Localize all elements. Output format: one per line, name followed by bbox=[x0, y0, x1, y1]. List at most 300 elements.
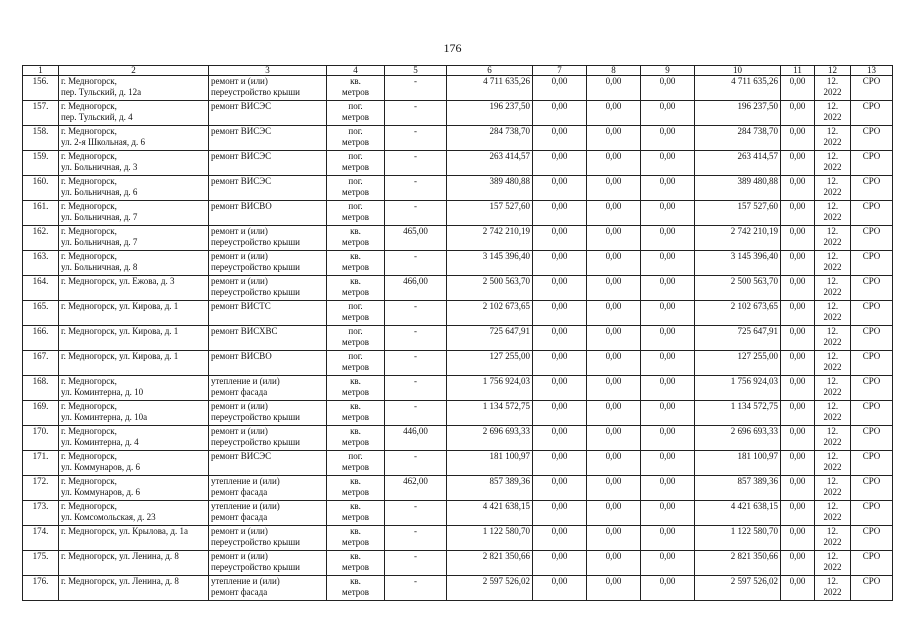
deadline-cell: 12. 2022 bbox=[815, 501, 851, 526]
column-header-11: 11 bbox=[781, 66, 815, 76]
work-type-cell: ремонт и (или) переустройство крыши bbox=[209, 251, 327, 276]
total-cost-cell: 4 711 635,26 bbox=[447, 76, 533, 101]
deadline-cell: 12. 2022 bbox=[815, 101, 851, 126]
cost-col10-cell: 725 647,91 bbox=[695, 326, 781, 351]
cost-col11-cell: 0,00 bbox=[781, 151, 815, 176]
total-cost-cell: 2 821 350,66 bbox=[447, 551, 533, 576]
row-number: 172. bbox=[23, 476, 59, 501]
work-type-cell: ремонт ВИСЭС bbox=[209, 176, 327, 201]
volume-cell: - bbox=[385, 101, 447, 126]
cost-col7-cell: 0,00 bbox=[533, 351, 587, 376]
address-cell: г. Медногорск, ул. Кирова, д. 1 bbox=[59, 301, 209, 326]
deadline-cell: 12. 2022 bbox=[815, 376, 851, 401]
unit-cell: кв. метров bbox=[327, 551, 385, 576]
cost-col11-cell: 0,00 bbox=[781, 101, 815, 126]
total-cost-cell: 157 527,60 bbox=[447, 201, 533, 226]
deadline-cell: 12. 2022 bbox=[815, 576, 851, 601]
total-cost-cell: 196 237,50 bbox=[447, 101, 533, 126]
unit-cell: кв. метров bbox=[327, 76, 385, 101]
method-cell: СРО bbox=[851, 101, 893, 126]
work-type-cell: ремонт и (или) переустройство крыши bbox=[209, 551, 327, 576]
cost-col10-cell: 181 100,97 bbox=[695, 451, 781, 476]
deadline-cell: 12. 2022 bbox=[815, 551, 851, 576]
total-cost-cell: 2 500 563,70 bbox=[447, 276, 533, 301]
volume-cell: - bbox=[385, 151, 447, 176]
cost-col9-cell: 0,00 bbox=[641, 76, 695, 101]
unit-cell: кв. метров bbox=[327, 226, 385, 251]
cost-col9-cell: 0,00 bbox=[641, 551, 695, 576]
address-cell: г. Медногорск, пер. Тульский, д. 4 bbox=[59, 101, 209, 126]
cost-col9-cell: 0,00 bbox=[641, 251, 695, 276]
table-row bbox=[23, 376, 893, 401]
deadline-cell: 12. 2022 bbox=[815, 451, 851, 476]
deadline-cell: 12. 2022 bbox=[815, 201, 851, 226]
cost-col7-cell: 0,00 bbox=[533, 426, 587, 451]
volume-cell: - bbox=[385, 301, 447, 326]
cost-col9-cell: 0,00 bbox=[641, 151, 695, 176]
cost-col10-cell: 2 102 673,65 bbox=[695, 301, 781, 326]
method-cell: СРО bbox=[851, 276, 893, 301]
address-cell: г. Медногорск, пер. Тульский, д. 12а bbox=[59, 76, 209, 101]
table-row bbox=[23, 151, 893, 176]
address-cell: г. Медногорск, ул. Ленина, д. 8 bbox=[59, 576, 209, 601]
cost-col8-cell: 0,00 bbox=[587, 501, 641, 526]
table-row bbox=[23, 301, 893, 326]
method-cell: СРО bbox=[851, 76, 893, 101]
unit-cell: кв. метров bbox=[327, 476, 385, 501]
work-type-cell: ремонт ВИСХВС bbox=[209, 326, 327, 351]
method-cell: СРО bbox=[851, 251, 893, 276]
cost-col11-cell: 0,00 bbox=[781, 576, 815, 601]
total-cost-cell: 389 480,88 bbox=[447, 176, 533, 201]
column-header-2: 2 bbox=[59, 66, 209, 76]
method-cell: СРО bbox=[851, 451, 893, 476]
total-cost-cell: 857 389,36 bbox=[447, 476, 533, 501]
total-cost-cell: 263 414,57 bbox=[447, 151, 533, 176]
deadline-cell: 12. 2022 bbox=[815, 276, 851, 301]
volume-cell: - bbox=[385, 176, 447, 201]
unit-cell: кв. метров bbox=[327, 526, 385, 551]
cost-col7-cell: 0,00 bbox=[533, 101, 587, 126]
cost-col11-cell: 0,00 bbox=[781, 301, 815, 326]
cost-col10-cell: 284 738,70 bbox=[695, 126, 781, 151]
cost-col7-cell: 0,00 bbox=[533, 301, 587, 326]
method-cell: СРО bbox=[851, 551, 893, 576]
cost-col9-cell: 0,00 bbox=[641, 176, 695, 201]
work-type-cell: ремонт ВИСЭС bbox=[209, 101, 327, 126]
cost-col9-cell: 0,00 bbox=[641, 276, 695, 301]
total-cost-cell: 2 696 693,33 bbox=[447, 426, 533, 451]
address-cell: г. Медногорск, ул. Кирова, д. 1 bbox=[59, 326, 209, 351]
cost-col8-cell: 0,00 bbox=[587, 426, 641, 451]
volume-cell: - bbox=[385, 401, 447, 426]
cost-col8-cell: 0,00 bbox=[587, 576, 641, 601]
unit-cell: пог. метров bbox=[327, 326, 385, 351]
method-cell: СРО bbox=[851, 576, 893, 601]
deadline-cell: 12. 2022 bbox=[815, 226, 851, 251]
cost-col9-cell: 0,00 bbox=[641, 376, 695, 401]
cost-col9-cell: 0,00 bbox=[641, 451, 695, 476]
work-type-cell: ремонт и (или) переустройство крыши bbox=[209, 76, 327, 101]
cost-col11-cell: 0,00 bbox=[781, 501, 815, 526]
cost-col9-cell: 0,00 bbox=[641, 501, 695, 526]
cost-col10-cell: 389 480,88 bbox=[695, 176, 781, 201]
total-cost-cell: 2 742 210,19 bbox=[447, 226, 533, 251]
volume-cell: - bbox=[385, 201, 447, 226]
cost-col9-cell: 0,00 bbox=[641, 226, 695, 251]
cost-col7-cell: 0,00 bbox=[533, 201, 587, 226]
cost-col10-cell: 127 255,00 bbox=[695, 351, 781, 376]
cost-col10-cell: 1 134 572,75 bbox=[695, 401, 781, 426]
work-type-cell: ремонт и (или) переустройство крыши bbox=[209, 226, 327, 251]
cost-col10-cell: 1 122 580,70 bbox=[695, 526, 781, 551]
table-row bbox=[23, 426, 893, 451]
cost-col10-cell: 263 414,57 bbox=[695, 151, 781, 176]
deadline-cell: 12. 2022 bbox=[815, 351, 851, 376]
total-cost-cell: 1 134 572,75 bbox=[447, 401, 533, 426]
volume-cell: - bbox=[385, 351, 447, 376]
unit-cell: кв. метров bbox=[327, 251, 385, 276]
deadline-cell: 12. 2022 bbox=[815, 426, 851, 451]
volume-cell: - bbox=[385, 526, 447, 551]
column-header-3: 3 bbox=[209, 66, 327, 76]
unit-cell: кв. метров bbox=[327, 401, 385, 426]
column-header-6: 6 bbox=[447, 66, 533, 76]
volume-cell: 462,00 bbox=[385, 476, 447, 501]
table-row bbox=[23, 526, 893, 551]
cost-col7-cell: 0,00 bbox=[533, 276, 587, 301]
row-number: 157. bbox=[23, 101, 59, 126]
table-row bbox=[23, 201, 893, 226]
deadline-cell: 12. 2022 bbox=[815, 251, 851, 276]
row-number: 165. bbox=[23, 301, 59, 326]
row-number: 162. bbox=[23, 226, 59, 251]
cost-col8-cell: 0,00 bbox=[587, 226, 641, 251]
cost-col11-cell: 0,00 bbox=[781, 326, 815, 351]
cost-col10-cell: 2 696 693,33 bbox=[695, 426, 781, 451]
method-cell: СРО bbox=[851, 476, 893, 501]
column-header-8: 8 bbox=[587, 66, 641, 76]
cost-col8-cell: 0,00 bbox=[587, 351, 641, 376]
unit-cell: кв. метров bbox=[327, 576, 385, 601]
address-cell: г. Медногорск, ул. Коммунаров, д. 6 bbox=[59, 476, 209, 501]
cost-col8-cell: 0,00 bbox=[587, 151, 641, 176]
method-cell: СРО bbox=[851, 301, 893, 326]
total-cost-cell: 2 597 526,02 bbox=[447, 576, 533, 601]
unit-cell: кв. метров bbox=[327, 501, 385, 526]
cost-col10-cell: 1 756 924,03 bbox=[695, 376, 781, 401]
cost-col9-cell: 0,00 bbox=[641, 526, 695, 551]
unit-cell: пог. метров bbox=[327, 151, 385, 176]
work-type-cell: ремонт ВИСТС bbox=[209, 301, 327, 326]
row-number: 170. bbox=[23, 426, 59, 451]
cost-col7-cell: 0,00 bbox=[533, 226, 587, 251]
cost-col11-cell: 0,00 bbox=[781, 426, 815, 451]
method-cell: СРО bbox=[851, 426, 893, 451]
address-cell: г. Медногорск, ул. Больничная, д. 7 bbox=[59, 201, 209, 226]
method-cell: СРО bbox=[851, 126, 893, 151]
cost-col10-cell: 2 742 210,19 bbox=[695, 226, 781, 251]
cost-col8-cell: 0,00 bbox=[587, 526, 641, 551]
deadline-cell: 12. 2022 bbox=[815, 476, 851, 501]
column-number-row bbox=[23, 66, 893, 76]
volume-cell: 465,00 bbox=[385, 226, 447, 251]
table-row bbox=[23, 451, 893, 476]
deadline-cell: 12. 2022 bbox=[815, 176, 851, 201]
cost-col8-cell: 0,00 bbox=[587, 126, 641, 151]
column-header-5: 5 bbox=[385, 66, 447, 76]
method-cell: СРО bbox=[851, 151, 893, 176]
table-row bbox=[23, 226, 893, 251]
unit-cell: пог. метров bbox=[327, 126, 385, 151]
total-cost-cell: 284 738,70 bbox=[447, 126, 533, 151]
total-cost-cell: 1 122 580,70 bbox=[447, 526, 533, 551]
work-type-cell: ремонт ВИСВО bbox=[209, 351, 327, 376]
cost-col10-cell: 3 145 396,40 bbox=[695, 251, 781, 276]
cost-col7-cell: 0,00 bbox=[533, 501, 587, 526]
work-type-cell: ремонт ВИСЭС bbox=[209, 151, 327, 176]
cost-col8-cell: 0,00 bbox=[587, 251, 641, 276]
column-header-13: 13 bbox=[851, 66, 893, 76]
cost-col8-cell: 0,00 bbox=[587, 476, 641, 501]
volume-cell: 446,00 bbox=[385, 426, 447, 451]
cost-col11-cell: 0,00 bbox=[781, 451, 815, 476]
table-row bbox=[23, 551, 893, 576]
cost-col8-cell: 0,00 bbox=[587, 401, 641, 426]
volume-cell: - bbox=[385, 76, 447, 101]
address-cell: г. Медногорск, ул. Ежова, д. 3 bbox=[59, 276, 209, 301]
cost-col8-cell: 0,00 bbox=[587, 301, 641, 326]
page-number: 176 bbox=[443, 41, 462, 55]
volume-cell: - bbox=[385, 551, 447, 576]
address-cell: г. Медногорск, ул. Комсомольская, д. 23 bbox=[59, 501, 209, 526]
column-header-12: 12 bbox=[815, 66, 851, 76]
cost-col11-cell: 0,00 bbox=[781, 76, 815, 101]
table-row bbox=[23, 76, 893, 101]
cost-col8-cell: 0,00 bbox=[587, 376, 641, 401]
deadline-cell: 12. 2022 bbox=[815, 301, 851, 326]
cost-col10-cell: 4 421 638,15 bbox=[695, 501, 781, 526]
cost-col7-cell: 0,00 bbox=[533, 176, 587, 201]
table-row bbox=[23, 126, 893, 151]
row-number: 169. bbox=[23, 401, 59, 426]
table-row bbox=[23, 326, 893, 351]
address-cell: г. Медногорск, ул. Коминтерна, д. 10 bbox=[59, 376, 209, 401]
cost-col7-cell: 0,00 bbox=[533, 551, 587, 576]
cost-col9-cell: 0,00 bbox=[641, 576, 695, 601]
work-type-cell: ремонт ВИСЭС bbox=[209, 451, 327, 476]
method-cell: СРО bbox=[851, 326, 893, 351]
cost-col9-cell: 0,00 bbox=[641, 201, 695, 226]
cost-col11-cell: 0,00 bbox=[781, 201, 815, 226]
address-cell: г. Медногорск, ул. Больничная, д. 7 bbox=[59, 226, 209, 251]
work-type-cell: ремонт и (или) переустройство крыши bbox=[209, 426, 327, 451]
row-number: 159. bbox=[23, 151, 59, 176]
deadline-cell: 12. 2022 bbox=[815, 526, 851, 551]
cost-col8-cell: 0,00 bbox=[587, 451, 641, 476]
cost-col9-cell: 0,00 bbox=[641, 326, 695, 351]
total-cost-cell: 181 100,97 bbox=[447, 451, 533, 476]
volume-cell: 466,00 bbox=[385, 276, 447, 301]
method-cell: СРО bbox=[851, 201, 893, 226]
cost-col11-cell: 0,00 bbox=[781, 526, 815, 551]
volume-cell: - bbox=[385, 376, 447, 401]
volume-cell: - bbox=[385, 326, 447, 351]
row-number: 167. bbox=[23, 351, 59, 376]
work-type-cell: ремонт ВИСВО bbox=[209, 201, 327, 226]
row-number: 173. bbox=[23, 501, 59, 526]
method-cell: СРО bbox=[851, 526, 893, 551]
cost-col11-cell: 0,00 bbox=[781, 126, 815, 151]
table-row bbox=[23, 176, 893, 201]
cost-col10-cell: 196 237,50 bbox=[695, 101, 781, 126]
row-number: 161. bbox=[23, 201, 59, 226]
volume-cell: - bbox=[385, 251, 447, 276]
cost-col9-cell: 0,00 bbox=[641, 401, 695, 426]
total-cost-cell: 1 756 924,03 bbox=[447, 376, 533, 401]
unit-cell: пог. метров bbox=[327, 351, 385, 376]
cost-col7-cell: 0,00 bbox=[533, 126, 587, 151]
work-type-cell: утепление и (или) ремонт фасада bbox=[209, 376, 327, 401]
cost-col7-cell: 0,00 bbox=[533, 376, 587, 401]
total-cost-cell: 2 102 673,65 bbox=[447, 301, 533, 326]
cost-col10-cell: 157 527,60 bbox=[695, 201, 781, 226]
work-type-cell: ремонт и (или) переустройство крыши bbox=[209, 401, 327, 426]
cost-col11-cell: 0,00 bbox=[781, 401, 815, 426]
address-cell: г. Медногорск, ул. Коминтерна, д. 4 bbox=[59, 426, 209, 451]
cost-col8-cell: 0,00 bbox=[587, 176, 641, 201]
total-cost-cell: 3 145 396,40 bbox=[447, 251, 533, 276]
cost-col10-cell: 2 597 526,02 bbox=[695, 576, 781, 601]
address-cell: г. Медногорск, ул. Коммунаров, д. 6 bbox=[59, 451, 209, 476]
work-type-cell: ремонт и (или) переустройство крыши bbox=[209, 276, 327, 301]
volume-cell: - bbox=[385, 576, 447, 601]
cost-col8-cell: 0,00 bbox=[587, 551, 641, 576]
address-cell: г. Медногорск, ул. Больничная, д. 3 bbox=[59, 151, 209, 176]
cost-col11-cell: 0,00 bbox=[781, 376, 815, 401]
row-number: 164. bbox=[23, 276, 59, 301]
deadline-cell: 12. 2022 bbox=[815, 151, 851, 176]
table-row bbox=[23, 576, 893, 601]
unit-cell: пог. метров bbox=[327, 451, 385, 476]
cost-col11-cell: 0,00 bbox=[781, 476, 815, 501]
row-number: 176. bbox=[23, 576, 59, 601]
unit-cell: пог. метров bbox=[327, 301, 385, 326]
address-cell: г. Медногорск, ул. Больничная, д. 8 bbox=[59, 251, 209, 276]
cost-col9-cell: 0,00 bbox=[641, 301, 695, 326]
cost-col11-cell: 0,00 bbox=[781, 251, 815, 276]
cost-col9-cell: 0,00 bbox=[641, 101, 695, 126]
address-cell: г. Медногорск, ул. Ленина, д. 8 bbox=[59, 551, 209, 576]
address-cell: г. Медногорск, ул. Кирова, д. 1 bbox=[59, 351, 209, 376]
cost-col10-cell: 2 821 350,66 bbox=[695, 551, 781, 576]
row-number: 174. bbox=[23, 526, 59, 551]
cost-col7-cell: 0,00 bbox=[533, 476, 587, 501]
cost-col9-cell: 0,00 bbox=[641, 126, 695, 151]
method-cell: СРО bbox=[851, 376, 893, 401]
deadline-cell: 12. 2022 bbox=[815, 401, 851, 426]
table-row bbox=[23, 476, 893, 501]
cost-col11-cell: 0,00 bbox=[781, 176, 815, 201]
unit-cell: кв. метров bbox=[327, 426, 385, 451]
total-cost-cell: 725 647,91 bbox=[447, 326, 533, 351]
row-number: 160. bbox=[23, 176, 59, 201]
cost-col7-cell: 0,00 bbox=[533, 151, 587, 176]
table-row bbox=[23, 251, 893, 276]
cost-col11-cell: 0,00 bbox=[781, 226, 815, 251]
deadline-cell: 12. 2022 bbox=[815, 326, 851, 351]
row-number: 158. bbox=[23, 126, 59, 151]
unit-cell: пог. метров bbox=[327, 176, 385, 201]
row-number: 166. bbox=[23, 326, 59, 351]
unit-cell: пог. метров bbox=[327, 101, 385, 126]
cost-col10-cell: 4 711 635,26 bbox=[695, 76, 781, 101]
table-header bbox=[23, 66, 893, 76]
cost-col7-cell: 0,00 bbox=[533, 401, 587, 426]
cost-col9-cell: 0,00 bbox=[641, 476, 695, 501]
cost-col7-cell: 0,00 bbox=[533, 451, 587, 476]
cost-col11-cell: 0,00 bbox=[781, 551, 815, 576]
cost-col7-cell: 0,00 bbox=[533, 526, 587, 551]
cost-col8-cell: 0,00 bbox=[587, 326, 641, 351]
cost-col7-cell: 0,00 bbox=[533, 251, 587, 276]
row-number: 171. bbox=[23, 451, 59, 476]
address-cell: г. Медногорск, ул. Больничная, д. 6 bbox=[59, 176, 209, 201]
address-cell: г. Медногорск, ул. 2-я Школьная, д. 6 bbox=[59, 126, 209, 151]
deadline-cell: 12. 2022 bbox=[815, 126, 851, 151]
work-type-cell: утепление и (или) ремонт фасада bbox=[209, 501, 327, 526]
unit-cell: кв. метров bbox=[327, 376, 385, 401]
work-type-cell: ремонт и (или) переустройство крыши bbox=[209, 526, 327, 551]
cost-col10-cell: 2 500 563,70 bbox=[695, 276, 781, 301]
cost-col7-cell: 0,00 bbox=[533, 76, 587, 101]
table-row bbox=[23, 351, 893, 376]
method-cell: СРО bbox=[851, 226, 893, 251]
work-type-cell: утепление и (или) ремонт фасада bbox=[209, 476, 327, 501]
cost-col9-cell: 0,00 bbox=[641, 351, 695, 376]
method-cell: СРО bbox=[851, 401, 893, 426]
work-type-cell: ремонт ВИСЭС bbox=[209, 126, 327, 151]
column-header-7: 7 bbox=[533, 66, 587, 76]
row-number: 163. bbox=[23, 251, 59, 276]
cost-col11-cell: 0,00 bbox=[781, 276, 815, 301]
cost-col10-cell: 857 389,36 bbox=[695, 476, 781, 501]
total-cost-cell: 127 255,00 bbox=[447, 351, 533, 376]
column-header-1: 1 bbox=[23, 66, 59, 76]
volume-cell: - bbox=[385, 451, 447, 476]
deadline-cell: 12. 2022 bbox=[815, 76, 851, 101]
cost-col7-cell: 0,00 bbox=[533, 576, 587, 601]
table-row bbox=[23, 401, 893, 426]
unit-cell: пог. метров bbox=[327, 201, 385, 226]
method-cell: СРО bbox=[851, 501, 893, 526]
cost-col8-cell: 0,00 bbox=[587, 101, 641, 126]
row-number: 175. bbox=[23, 551, 59, 576]
cost-col8-cell: 0,00 bbox=[587, 201, 641, 226]
column-header-4: 4 bbox=[327, 66, 385, 76]
volume-cell: - bbox=[385, 501, 447, 526]
cost-col8-cell: 0,00 bbox=[587, 76, 641, 101]
row-number: 168. bbox=[23, 376, 59, 401]
table-row bbox=[23, 101, 893, 126]
total-cost-cell: 4 421 638,15 bbox=[447, 501, 533, 526]
method-cell: СРО bbox=[851, 351, 893, 376]
table-row bbox=[23, 501, 893, 526]
cost-col7-cell: 0,00 bbox=[533, 326, 587, 351]
column-header-10: 10 bbox=[695, 66, 781, 76]
row-number: 156. bbox=[23, 76, 59, 101]
repair-register-table bbox=[22, 65, 893, 601]
